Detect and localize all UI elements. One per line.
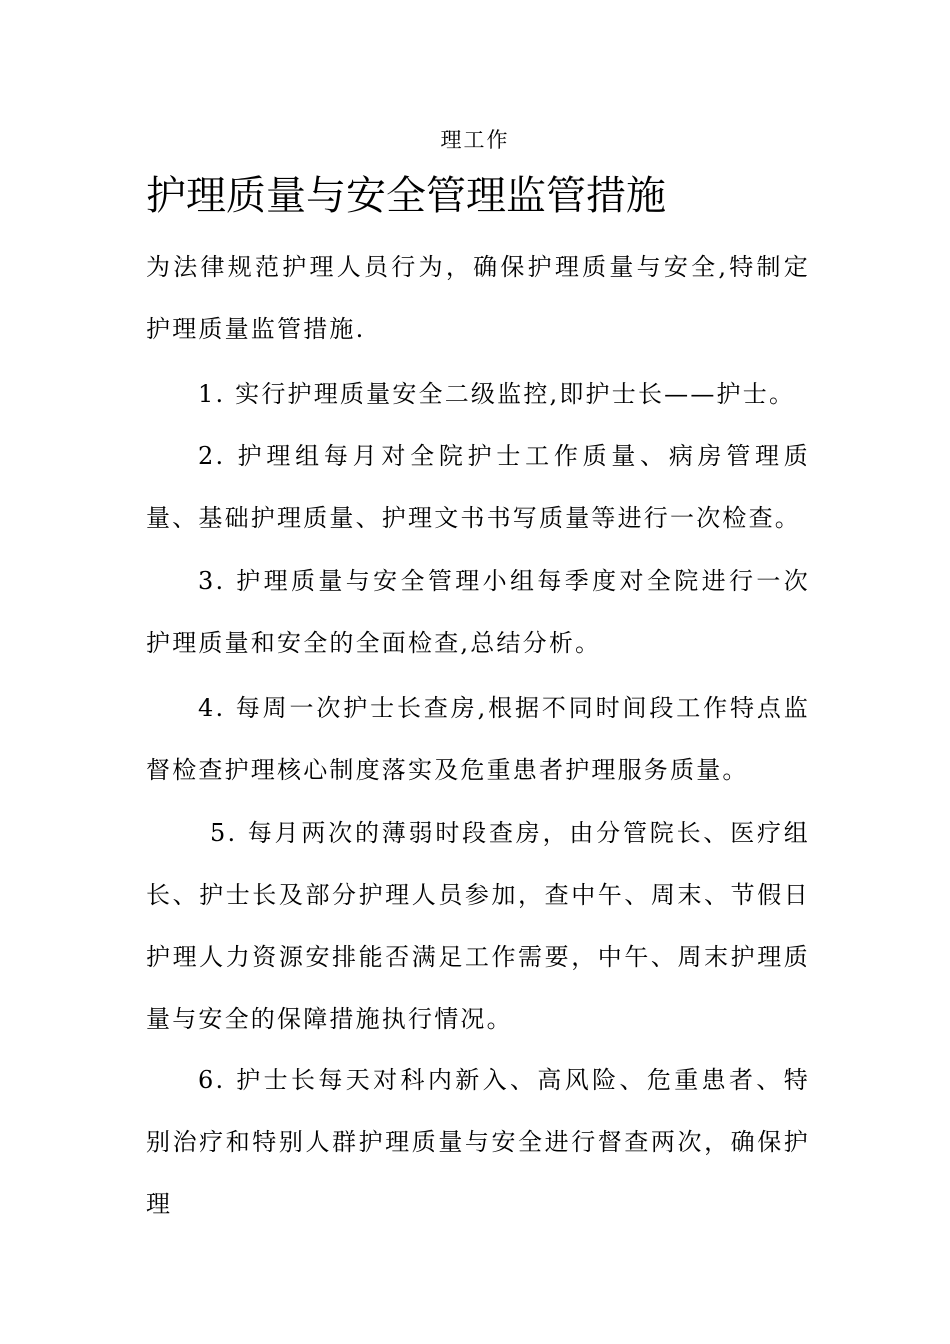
list-item: 3. 护理质量与安全管理小组每季度对全院进行一次护理质量和安全的全面检查,总结分析。 [146, 567, 810, 657]
list-item: 6. 护士长每天对科内新入、高风险、危重患者、特别治疗和特别人群护理质量与安全进行督查两次，确保护理 [146, 1066, 810, 1218]
list-item: 5. 每月两次的薄弱时段查房，由分管院长、医疗组长、护士长及部分护理人员参加，查中午、周末、节假日护理人力资源安排能否满足工作需要，中午、周末护理质量与安全的保障措施执行情况。 [146, 819, 810, 1033]
page-header-text: 理工作 [440, 128, 510, 152]
document-title: 护理质量与安全管理监管措施 [146, 173, 666, 219]
list-item: 2. 护理组每月对全院护士工作质量、病房管理质量、基础护理质量、护理文书书写质量等进行一次检查。 [146, 442, 810, 532]
intro-paragraph: 为法律规范护理人员行为，确保护理质量与安全,特制定护理质量监管措施. [146, 253, 810, 343]
list-item: 1. 实行护理质量安全二级监控,即护士长——护士。 [198, 380, 796, 408]
list-item: 4. 每周一次护士长查房,根据不同时间段工作特点监督检查护理核心制度落实及危重患者护理服务质量。 [146, 694, 810, 784]
